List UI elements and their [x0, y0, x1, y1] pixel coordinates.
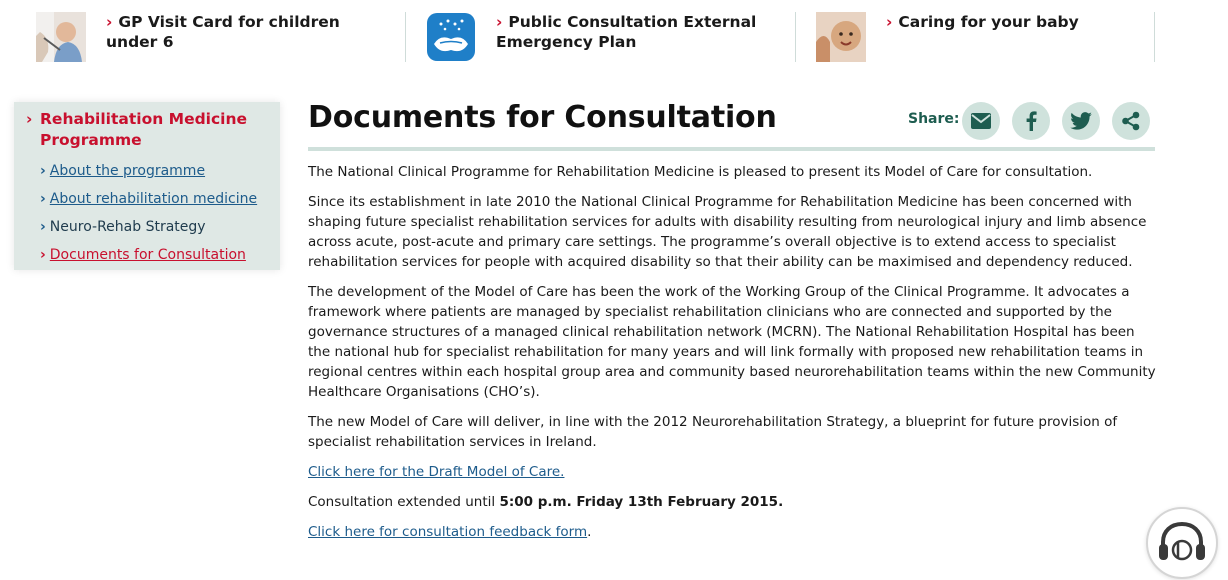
share-twitter-button[interactable] — [1062, 102, 1100, 140]
paragraph: The development of the Model of Care has been the work of the Working Group of the Clinical Programme. It advocates a framework where patients are managed by specialist rehabilitation clinicians who are connected and supported by the governance structures of a managed clinical rehabilitation network (MCRN). The National Rehabilitation Hospital has been the national hub for specialist rehabilitation for many years and will link formally with proposed new rehabilitation teams in regional centres within each hospital group area and community based neurorehabilitation teams within the new Community Healthcare Organisations (CHO’s). — [308, 284, 1156, 400]
paragraph: The National Clinical Programme for Rehabilitation Medicine is pleased to present its Model of Care for consultation. — [308, 164, 1093, 180]
feedback-form-link[interactable]: Click here for consultation feedback form — [308, 524, 588, 540]
chevron-right-icon: › — [26, 110, 33, 128]
main-content — [308, 162, 1158, 552]
paragraph: The new Model of Care will deliver, in line with the 2012 Neurorehabilitation Strategy, a blueprint for future provision of specialist rehabilitation services in Ireland. — [308, 414, 1118, 450]
share-facebook-button[interactable] — [1012, 102, 1050, 140]
promo-link-emergency-plan[interactable]: › Public Consultation External Emergency Plan — [496, 13, 757, 51]
child-photo[interactable] — [36, 12, 86, 62]
divider — [795, 12, 796, 62]
email-icon — [971, 113, 991, 129]
twitter-icon — [1070, 112, 1092, 130]
chevron-right-icon: › — [886, 13, 893, 31]
divider — [1154, 12, 1155, 62]
chevron-right-icon: › — [40, 247, 46, 263]
promo-link-caring-for-baby[interactable]: › Caring for your baby — [886, 13, 1079, 31]
title-divider — [308, 147, 1155, 151]
sidebar-item-about-rehabilitation-medicine[interactable] — [40, 190, 257, 208]
facebook-icon — [1025, 111, 1037, 131]
share-email-button[interactable] — [962, 102, 1000, 140]
chevron-right-icon: › — [496, 13, 503, 31]
chevron-right-icon: › — [40, 219, 46, 235]
chevron-right-icon: › — [40, 163, 46, 179]
share-label: Share: — [908, 111, 960, 127]
chevron-right-icon: › — [40, 191, 46, 207]
period: . — [587, 524, 592, 540]
sidebar-link[interactable]: About the programme — [49, 163, 206, 179]
sidebar-link[interactable]: Documents for Consultation — [49, 247, 246, 263]
consultation-extended-text: Consultation extended until — [308, 494, 500, 510]
handwash-icon[interactable] — [426, 12, 476, 62]
promo-strip — [0, 0, 1228, 72]
sidebar-item-about-programme[interactable] — [40, 162, 205, 180]
paragraph: Since its establishment in late 2010 the National Clinical Programme for Rehabilitation Medicine has been concerned with shaping future specialist rehabilitation services for adults with disability resulting from neurological injury and limb absence across acute, post-acute and primary care settings. The programme’s overall objective is to extend access to specialist rehabilitation services for people with acquired disability so that their ability can be maximised and dependency reduced. — [308, 194, 1147, 270]
divider — [405, 12, 406, 62]
chevron-right-icon: › — [106, 13, 113, 31]
paragraph — [308, 522, 1158, 542]
share-more-button[interactable] — [1112, 102, 1150, 140]
sidebar-item-neuro-rehab-strategy[interactable]: › Neuro-Rehab Strategy — [40, 219, 206, 235]
sidebar-heading-rehabilitation-medicine[interactable]: › Rehabilitation Medicine Programme — [26, 110, 248, 149]
headphones-b-icon — [1157, 520, 1207, 566]
sidebar-item-documents-for-consultation[interactable] — [40, 246, 246, 264]
draft-model-of-care-link[interactable]: Click here for the Draft Model of Care. — [308, 464, 565, 480]
promo-link-gp-visit-card[interactable]: › GP Visit Card for children under 6 — [106, 13, 340, 51]
page-title: Documents for Consultation — [308, 100, 777, 135]
browsealoud-button[interactable] — [1146, 507, 1218, 579]
sidebar-nav — [14, 102, 280, 270]
paragraph — [308, 462, 1158, 482]
baby-photo[interactable] — [816, 12, 866, 62]
sidebar-link[interactable]: About rehabilitation medicine — [49, 191, 258, 207]
consultation-deadline: 5:00 p.m. Friday 13th February 2015. — [499, 494, 784, 510]
paragraph — [308, 492, 1158, 512]
share-icon — [1121, 111, 1141, 131]
